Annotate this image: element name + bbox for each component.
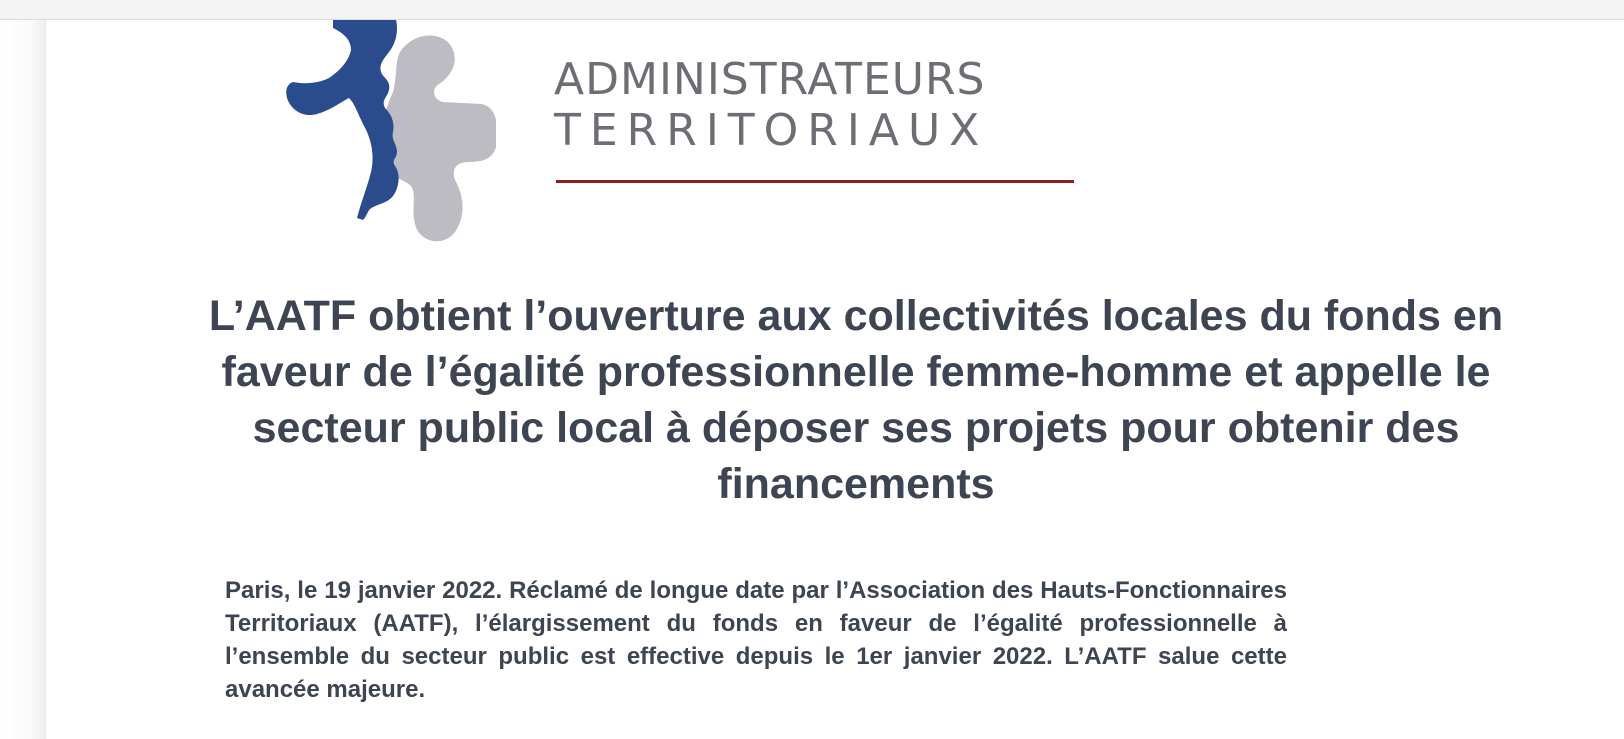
logo-underline — [556, 180, 1074, 183]
logo-wordmark — [554, 54, 1084, 156]
document-page — [46, 20, 1624, 739]
document-left-margin — [0, 20, 46, 739]
press-release-lead-paragraph: Paris, le 19 janvier 2022. Réclamé de longue date par l’Association des Hauts-Fonctionnaires Territoriaux (AATF), l’élargissement du fonds en faveur de l’égalité professionnelle à l’ensemble du secteur public est effective depuis le 1er janvier 2022. L’AATF salue cette avancée majeure. — [225, 577, 1287, 703]
puzzle-piece-shape — [380, 36, 496, 242]
window-top-bar — [0, 0, 1624, 20]
logo-wordmark-line-2: TERRITORIAUX — [554, 105, 989, 156]
press-release-headline: L’AATF obtient l’ouverture aux collectivités locales du fonds en faveur de l’égalité professionnelle femme-homme et appelle le secteur public local à déposer ses projets pour obtenir des financements — [208, 292, 1504, 508]
profile-silhouette-shape — [286, 20, 398, 220]
logo-wordmark-line-1: ADMINISTRATEURS — [554, 54, 986, 105]
aatf-logo-icon — [271, 20, 496, 243]
